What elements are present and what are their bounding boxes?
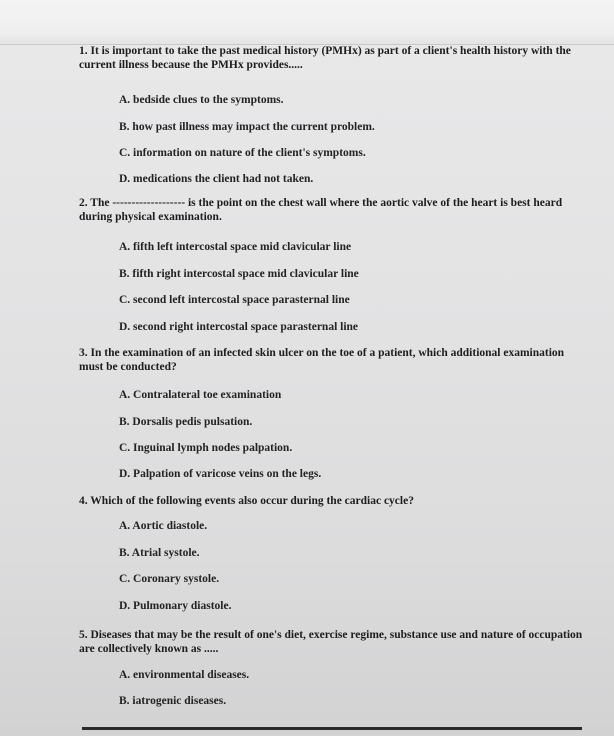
question-1-stem: 1. It is important to take the past medical history (PMHx) as part of a client's health history with the current illness because the PMHx provides..... (79, 45, 571, 71)
question-2-option-d: D. second right intercostal space parasternal line (119, 321, 359, 333)
question-4-option-a: A. Aortic diastole. (119, 520, 208, 532)
question-4-option-c: C. Coronary systole. (119, 573, 220, 585)
question-2-option-a: A. fifth left intercostal space mid clavicular line (119, 241, 352, 253)
question-1-option-b: B. how past illness may impact the current problem. (119, 121, 375, 133)
exam-sheet (0, 44, 614, 736)
question-3-option-c: C. Inguinal lymph nodes palpation. (119, 442, 293, 454)
question-5-option-b: B. iatrogenic diseases. (119, 695, 227, 707)
question-2-stem: 2. The ------------------- is the point on the chest wall where the aortic valve of the heart is best heard during physical examination. (79, 197, 563, 223)
question-1-option-d: D. medications the client had not taken. (119, 173, 314, 185)
question-5-option-a: A. environmental diseases. (119, 669, 250, 681)
bottom-rule (82, 727, 582, 730)
question-3-option-b: B. Dorsalis pedis pulsation. (119, 416, 253, 428)
question-4-stem: 4. Which of the following events also occur during the cardiac cycle? (79, 495, 414, 507)
question-2-option-c: C. second left intercostal space parasternal line (119, 294, 350, 306)
question-1-option-a: A. bedside clues to the symptoms. (119, 94, 284, 106)
question-3-option-d: D. Palpation of varicose veins on the legs. (119, 468, 322, 480)
question-5-stem: 5. Diseases that may be the result of one's diet, exercise regime, substance use and nature of occupation are collectively known as ..... (79, 629, 583, 655)
photo-top-band (0, 0, 614, 45)
question-3-option-a: A. Contralateral toe examination (119, 389, 282, 401)
question-4-option-b: B. Atrial systole. (119, 547, 200, 559)
question-4-option-d: D. Pulmonary diastole. (119, 600, 232, 612)
question-1-option-c: C. information on nature of the client's symptoms. (119, 147, 366, 159)
question-3-stem: 3. In the examination of an infected skin ulcer on the toe of a patient, which additional examination must be conducted? (79, 347, 565, 373)
question-2-option-b: B. fifth right intercostal space mid clavicular line (119, 268, 359, 280)
